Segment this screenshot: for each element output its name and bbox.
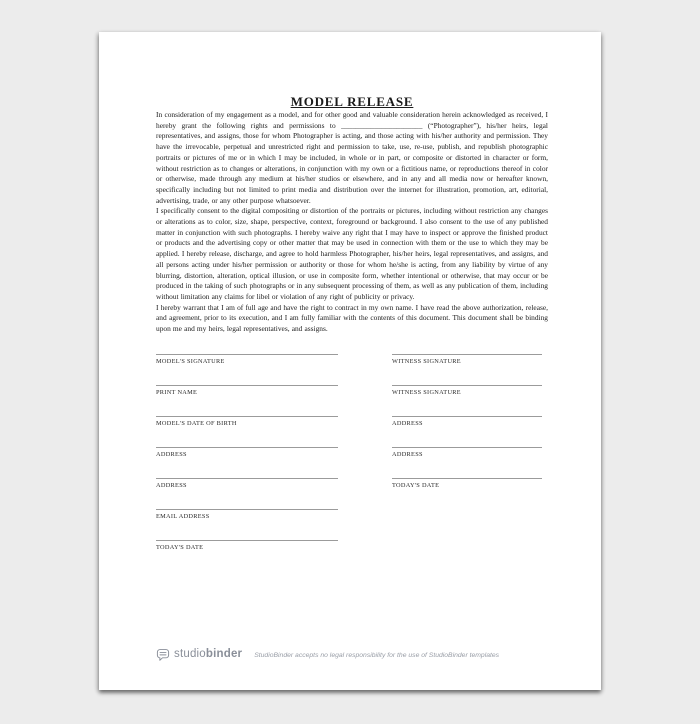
signature-field (156, 416, 338, 447)
signature-fill-line[interactable] (392, 416, 542, 417)
signature-fill-line[interactable] (156, 447, 338, 448)
signature-fill-line[interactable] (156, 385, 338, 386)
signature-fill-line[interactable] (156, 354, 338, 355)
signature-field-label: ADDRESS (156, 481, 187, 489)
signature-fill-line[interactable] (392, 478, 542, 479)
signature-field (392, 385, 542, 416)
signature-field (392, 354, 542, 385)
legal-disclaimer: StudioBinder accepts no legal responsibility for the use of StudioBinder templates (254, 651, 500, 659)
page-footer (156, 648, 552, 662)
signature-field-label: MODEL'S SIGNATURE (156, 357, 225, 365)
signature-field-label: WITNESS SIGNATURE (392, 357, 461, 365)
signature-field (156, 478, 338, 509)
signature-column-model (156, 354, 338, 571)
signature-field-label: TODAY'S DATE (392, 481, 440, 489)
logo-wordmark-bold: binder (205, 648, 243, 661)
signature-field (392, 416, 542, 447)
signature-field-label: EMAIL ADDRESS (156, 512, 210, 520)
signature-field (156, 447, 338, 478)
signature-fill-line[interactable] (156, 416, 338, 417)
signature-field (392, 478, 542, 509)
signature-field (156, 540, 338, 571)
signature-fill-line[interactable] (392, 354, 542, 355)
signature-section (156, 354, 548, 571)
signature-field (156, 385, 338, 416)
studiobinder-logo (156, 648, 242, 662)
signature-field-label: PRINT NAME (156, 388, 198, 396)
signature-fill-line[interactable] (392, 447, 542, 448)
signature-fill-line[interactable] (156, 540, 338, 541)
signature-field-label: TODAY'S DATE (156, 543, 204, 551)
signature-field-label: ADDRESS (392, 450, 423, 458)
paragraph-consent-and-release: I specifically consent to the digital compositing or distortion of the portraits or pictures, including without restriction any changes or alterations as to color, size, shape, perspective, context, foreground or background. I also consent to the use of any published matter in conjunction with such photographs. I hereby waive any right that I may have to inspect or approve the finished product or products and the advertising copy or other matter that may be used in connection with them or the use to which they may be applied. I hereby release, discharge, and agree to hold harmless Photographer, his/her heirs, legal representatives, and assigns, and all persons acting under his/her permission or authority or those for whom he/she is acting, from any liability by virtue of any blurring, distortion, alteration, optical illusion, or use in composite form, whether intentional or otherwise, that may occur or be produced in the taking of such photographs or in any subsequent processing of them, as well as any publication of them, including without limitation any claims for libel or violation of any right of publicity or privacy. (156, 206, 548, 301)
speech-bubble-icon (156, 648, 170, 662)
signature-column-witness (392, 354, 542, 571)
paragraph-grant-of-rights: In consideration of my engagement as a model, and for other good and valuable consideration herein acknowledged as received, I hereby grant the following rights and permissions to ______________________ (“Photographer”), his/her heirs, legal representatives, and assigns, those for whom Photographer is acting, and those acting with his/her authority and permission. They have the irrevocable, perpetual and unrestricted right and permission to take, use, re-use, publish, and republish photographic portraits or pictures of me or in which I may be included, in whole or in part, or composite or distorted in character or form, without restriction as to changes or alterations, in conjunction with my own or a fictitious name, or reproductions thereof in color or otherwise, made through any medium at his/her studios or elsewhere, and in any and all media now or hereafter known, specifically including but not limited to print media and distribution over the internet for illustration, promotion, art, editorial, advertising, trade, or any other purpose whatsoever. (156, 110, 548, 205)
logo-wordmark-light: studio (174, 648, 206, 661)
signature-fill-line[interactable] (156, 509, 338, 510)
document-page (99, 32, 601, 690)
document-body (156, 32, 548, 571)
signature-field-label: MODEL'S DATE OF BIRTH (156, 419, 237, 427)
signature-field-label: WITNESS SIGNATURE (392, 388, 461, 396)
signature-field-label: ADDRESS (156, 450, 187, 458)
signature-field (156, 354, 338, 385)
page-title: MODEL RELEASE (290, 94, 414, 109)
signature-field (156, 509, 338, 540)
signature-fill-line[interactable] (156, 478, 338, 479)
signature-field-label: ADDRESS (392, 419, 423, 427)
paragraph-warranty: I hereby warrant that I am of full age and have the right to contract in my own name. I have read the above authorization, release, and agreement, prior to its execution, and I am fully familiar with the contents of this document. This document shall be binding upon me and my heirs, legal representatives, and assigns. (156, 302, 548, 334)
signature-field (392, 447, 542, 478)
signature-fill-line[interactable] (392, 385, 542, 386)
logo-wordmark (174, 649, 242, 661)
